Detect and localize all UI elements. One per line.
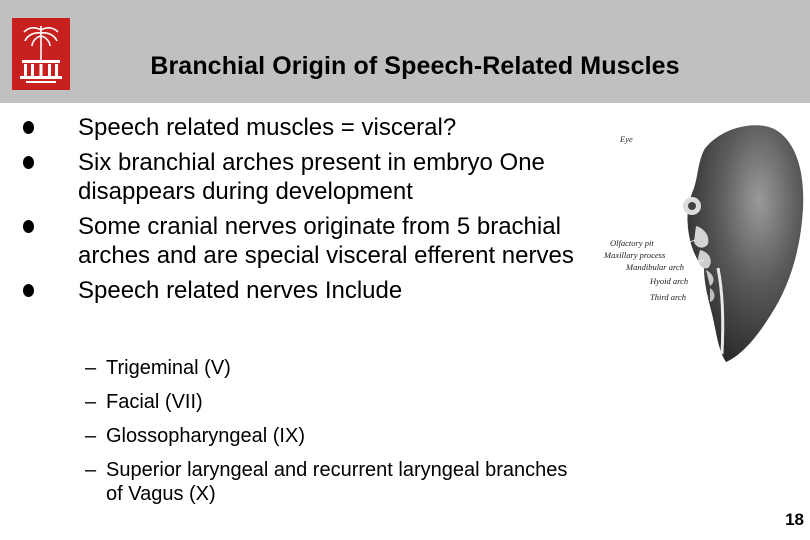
sub-bullet-item — [85, 390, 585, 414]
sub-bullet-text: Trigeminal (V) — [106, 357, 231, 379]
figure-label: Hyoid arch — [650, 276, 689, 286]
figure-label: Olfactory pit — [610, 238, 654, 248]
sub-bullet-item — [85, 424, 585, 448]
sub-bullet-text: Superior laryngeal and recurrent laryngeal branches of Vagus (X) — [106, 459, 568, 505]
sub-bullet-marker: – — [85, 425, 97, 447]
figure-label: Third arch — [650, 292, 686, 302]
bullet-item — [20, 276, 580, 305]
sub-bullet-item — [85, 356, 585, 380]
bullet-item — [20, 148, 580, 206]
bullet-text: Speech related muscles = visceral? — [78, 114, 457, 141]
sub-bullet-marker: – — [85, 357, 97, 379]
embryo-figure — [600, 118, 805, 363]
bullet-dot-icon — [23, 284, 34, 297]
bullet-list — [20, 113, 580, 311]
bullet-item — [20, 113, 580, 142]
page-number: 18 — [785, 510, 804, 529]
bullet-text: Six branchial arches present in embryo One disappears during development — [78, 149, 545, 205]
sub-bullet-item — [85, 458, 585, 506]
bullet-dot-icon — [23, 156, 34, 169]
bullet-dot-icon — [23, 121, 34, 134]
bullet-item — [20, 212, 580, 270]
sub-bullet-list — [85, 356, 585, 516]
figure-label: Eye — [620, 134, 633, 144]
sub-bullet-text: Glossopharyngeal (IX) — [106, 425, 305, 447]
slide-title: Branchial Origin of Speech-Related Muscles — [150, 52, 680, 80]
sub-bullet-text: Facial (VII) — [106, 391, 203, 413]
bullet-text: Some cranial nerves originate from 5 brachial arches and are special visceral efferent nerves — [78, 213, 574, 269]
figure-label: Mandibular arch — [626, 262, 685, 272]
figure-label: Maxillary process — [604, 250, 666, 260]
sub-bullet-marker: – — [85, 391, 97, 413]
bullet-dot-icon — [23, 220, 34, 233]
bullet-text: Speech related nerves Include — [78, 277, 403, 304]
sub-bullet-marker: – — [85, 459, 97, 481]
